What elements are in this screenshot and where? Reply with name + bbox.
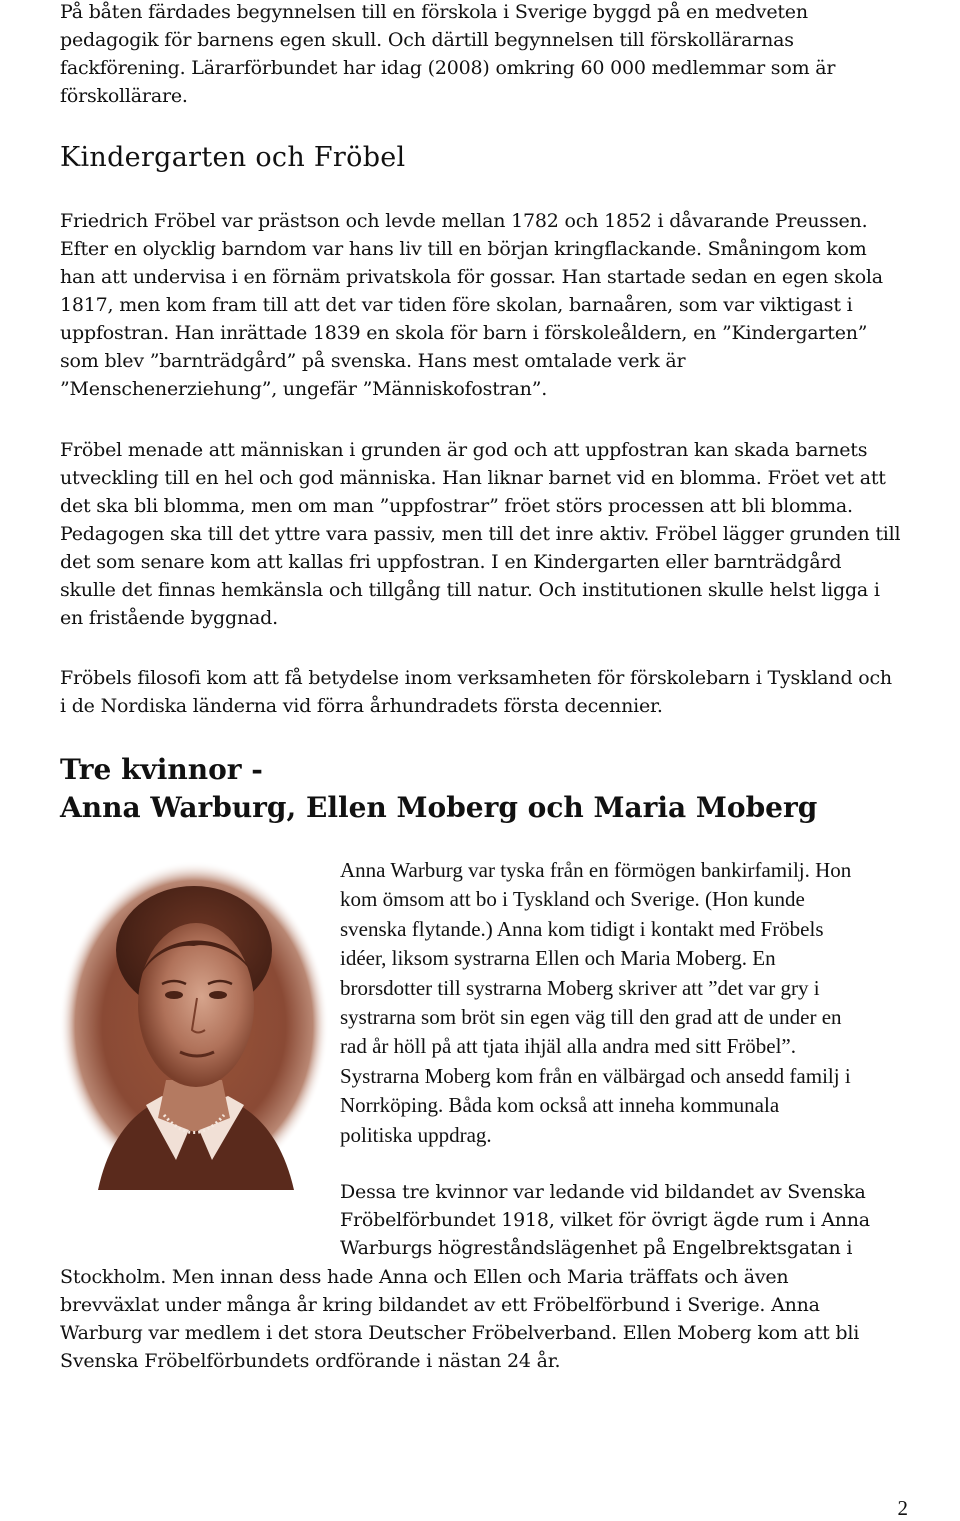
section-heading-tre-kvinnor: Tre kvinnor -	[60, 753, 263, 786]
bio-line: systrarna som bröt sin egen väg till den grad att de under en	[340, 1005, 842, 1030]
bio-line: Anna Warburg var tyska från en förmögen bankirfamilj. Hon	[340, 858, 852, 882]
bio-line: politiska uppdrag.	[340, 1122, 492, 1147]
bio-line: brorsdotter till systrarna Moberg skriver att ”det var gry i	[340, 975, 820, 1000]
full-line: brevväxlat under många år kring bildandet av ett Fröbelförbund i Sverige. Anna	[60, 1294, 820, 1316]
froebelforbundet-wrap-lines	[340, 1178, 940, 1262]
wrap-line: Warburgs högreståndslägenhet på Engelbrektsgatan i	[340, 1237, 853, 1259]
full-line: Stockholm. Men innan dess hade Anna och Ellen och Maria träffats och även	[60, 1266, 789, 1288]
section-heading-kindergarten: Kindergarten och Fröbel	[60, 142, 406, 173]
bio-line: Norrköping. Båda kom också att inneha kommunala	[340, 1093, 780, 1118]
bio-line: svenska flytande.) Anna kom tidigt i kontakt med Fröbels	[340, 916, 824, 941]
bio-line: kom ömsom att bo i Tyskland och Sverige. (Hon kunde	[340, 887, 805, 912]
intro-paragraph: På båten färdades begynnelsen till en förskola i Sverige byggd på en medveten pedagogik för barnens egen skull. Och därtill begynnelsen till förskollärarnas fackförening. Lärarförbundet har idag (2008) omkring 60 000 medlemmar som är förskollärare.	[60, 1, 836, 107]
full-line: Svenska Fröbelförbundets ordförande i nästan 24 år.	[60, 1350, 561, 1372]
bio-line: idéer, liksom systrarna Ellen och Maria Moberg. En	[340, 946, 776, 971]
full-line: Warburg var medlem i det stora Deutscher Fröbelverband. Ellen Moberg kom att bli	[60, 1322, 860, 1344]
wrap-line: Fröbelförbundet 1918, vilket för övrigt ägde rum i Anna	[340, 1209, 870, 1231]
anna-warburg-bio	[340, 856, 958, 1150]
page-number: 2	[897, 1496, 908, 1520]
bio-line: Systrarna Moberg kom från en välbärgad och ansedd familj i	[340, 1063, 851, 1088]
froebel-bio-paragraph: Friedrich Fröbel var prästson och levde mellan 1782 och 1852 i dåvarande Preussen. Efter en olycklig barndom var hans liv till en början kringflackande. Småningom kom han att undervisa i en förnäm privatskola för gossar. Han startade sedan en egen skola 1817, men kom fram till att det var tiden före skolan, barnaåren, som var viktigast i uppfostran. Han inrättade 1839 en skola för barn i förskoleåldern, en ”Kindergarten” som blev ”barnträdgård” på svenska. Hans mest omtalade verk är ”Menschenerziehung”, ungefär ”Människofostran”.	[60, 210, 883, 400]
portrait-anna-warburg	[58, 860, 330, 1190]
froebelforbundet-paragraph	[60, 1263, 920, 1375]
wrap-line: Dessa tre kvinnor var ledande vid bildandet av Svenska	[340, 1181, 866, 1203]
froebel-influence-paragraph: Fröbels filosofi kom att få betydelse inom verksamheten för förskolebarn i Tyskland och i de Nordiska länderna vid förra århundradets första decennier.	[60, 667, 892, 717]
bio-line: rad år höll på att tjata ihjäl alla andra med sitt Fröbel”.	[340, 1034, 797, 1059]
froebel-philosophy-paragraph: Fröbel menade att människan i grunden är god och att uppfostran kan skada barnets utveckling till en hel och god människa. Han liknar barnet vid en blomma. Fröet vet att det ska bli blomma, men om man ”uppfostrar” fröet störs processen att bli blomma. Pedagogen ska till det yttre vara passiv, men till det inre aktiv. Fröbel lägger grunden till det som senare kom att kallas fri uppfostran. I en Kindergarten eller barnträdgård skulle det finnas hemkänsla och tillgång till natur. Och institutionen skulle helst ligga i en fristående byggnad.	[60, 439, 901, 629]
section-subheading-names: Anna Warburg, Ellen Moberg och Maria Moberg	[60, 791, 818, 824]
